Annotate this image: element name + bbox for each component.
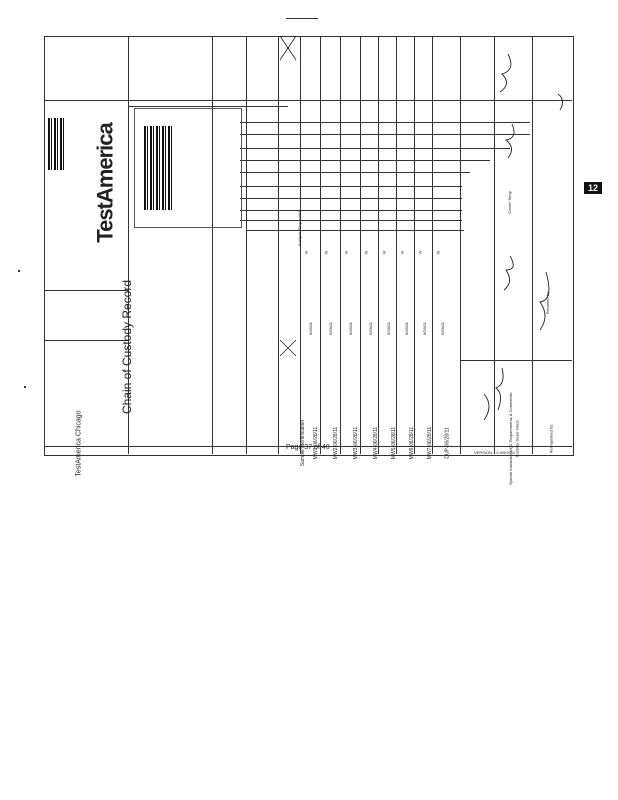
sample-date: 6/28/11 (422, 321, 428, 336)
page-footer: Page 37 of 40 (286, 444, 330, 451)
scan-mark (24, 386, 26, 388)
company-block: TestAmerica Chicago (75, 410, 83, 477)
sample-date: 6/28/11 (386, 321, 392, 336)
sample-date: 6/28/11 (348, 321, 354, 336)
sample-date: 6/28/11 (368, 321, 374, 336)
received-by-label: Received by: (545, 290, 551, 315)
brand-logo-text: TestAmerica (92, 123, 118, 243)
sample-matrix: W (417, 250, 423, 255)
sample-id: MW5-06/28/11 (391, 426, 398, 460)
sample-id: MW3-06/28/11 (353, 426, 360, 460)
sample-matrix: W (343, 250, 349, 255)
sample-id-header: Sample Identification (300, 419, 307, 467)
scan-mark (18, 270, 20, 272)
cooler-temp-label: Cooler Temp (506, 191, 512, 214)
form-title: Chain of Custody Record (120, 279, 135, 415)
sample-matrix: W (381, 250, 387, 255)
analysis-header: Analysis Requested (297, 210, 303, 247)
sample-matrix: W (303, 250, 309, 255)
sample-id: MW6-06/28/11 (409, 426, 416, 460)
sample-matrix: W (363, 250, 369, 255)
sample-id: MW4-06/28/11 (373, 426, 380, 460)
sample-date: 6/28/11 (404, 321, 410, 336)
sample-id: MW7-06/28/11 (427, 426, 434, 460)
sample-date: 6/28/11 (308, 321, 314, 336)
sample-id: MW2-06/28/11 (333, 426, 340, 460)
sample-matrix: W (323, 250, 329, 255)
sample-id: MW1-06/28/11 (313, 426, 320, 460)
sample-date: 6/28/11 (440, 321, 446, 336)
relinquished-by-label: Relinquished by: (548, 423, 554, 454)
version-footer: VERSION 1.0 9/9/2011 (474, 450, 516, 455)
sample-date: 6/28/11 (328, 321, 334, 336)
scan-mark (286, 18, 318, 19)
sample-matrix: W (435, 250, 441, 255)
sample-matrix: W (399, 250, 405, 255)
tab-badge: 12 (584, 182, 602, 194)
special-instructions-label: Special Instructions/QC Requirements & Comments: (508, 391, 514, 486)
custody-seal-label: Custody Seals Intact: (514, 419, 520, 458)
sample-id: DUP-06/28/11 (444, 427, 451, 459)
